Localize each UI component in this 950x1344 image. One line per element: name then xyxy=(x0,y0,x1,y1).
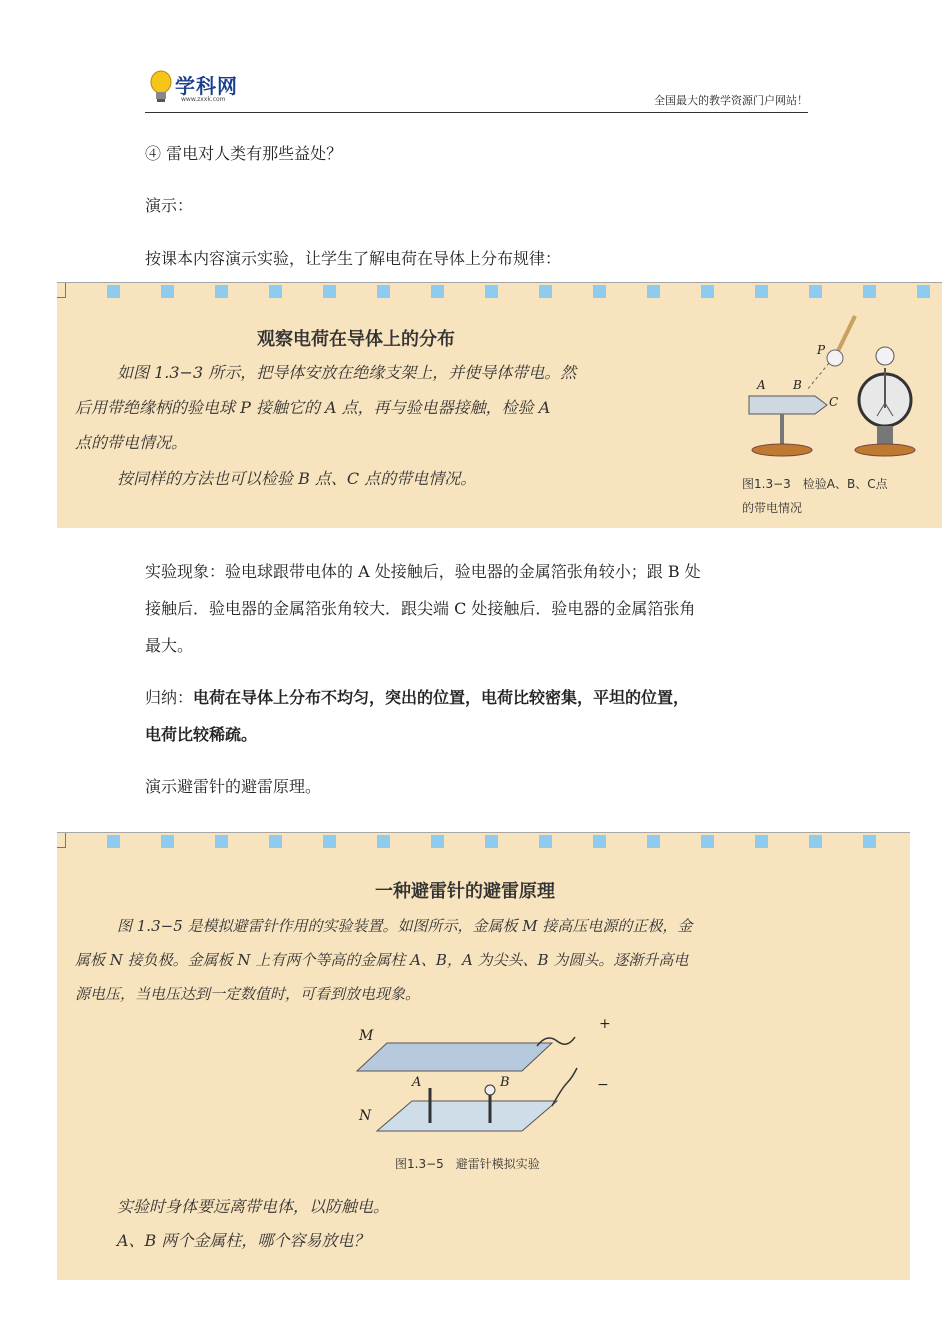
logo-url: www.zxxk.com xyxy=(181,96,226,103)
figure-1-3-3-diagram xyxy=(737,308,937,478)
phenomenon-line-1: 实验现象：验电球跟带电体的 A 处接触后，验电器的金属箔张角较小；跟 B 处 xyxy=(145,562,701,581)
box1-line-3: 点的带电情况。 xyxy=(75,433,188,452)
fig2-label-b: B xyxy=(500,1075,510,1090)
header-slogan: 全国最大的教学资源门户网站！ xyxy=(654,94,808,107)
box2-title: 一种避雷针的避雷原理 xyxy=(375,881,555,902)
fig2-label-a: A xyxy=(412,1075,422,1090)
fig1-label-p: P xyxy=(817,343,826,357)
dot-border xyxy=(57,835,910,849)
summary-label: 归纳： xyxy=(145,688,194,707)
lightning-demo: 演示避雷针的避雷原理。 xyxy=(145,777,322,796)
box2-bottom-line-2: A、B 两个金属柱，哪个容易放电？ xyxy=(117,1231,370,1250)
box1-title: 观察电荷在导体上的分布 xyxy=(257,329,455,350)
box1-line-1: 如图 1.3−3 所示，把导体安放在绝缘支架上，并使导体带电。然 xyxy=(117,363,577,382)
fig1-label-a: A xyxy=(757,378,766,392)
demo-intro: 按课本内容演示实验，让学生了解电荷在导体上分布规律： xyxy=(145,249,562,268)
box2-bottom-line-1: 实验时身体要远离带电体，以防触电。 xyxy=(117,1197,390,1216)
fig2-label-plus: + xyxy=(599,1016,611,1032)
experiment-box-charge-distribution xyxy=(57,282,942,528)
site-logo xyxy=(145,66,265,106)
dot-border xyxy=(57,285,942,299)
fig2-label-n: N xyxy=(359,1108,372,1124)
summary-line-1 xyxy=(145,679,810,716)
box2-line-1: 图 1.3−5 是模拟避雷针作用的实验装置。如图所示，金属板 M 接高压电源的正极，金 xyxy=(117,917,693,935)
page-header xyxy=(145,62,808,113)
fig2-label-m: M xyxy=(359,1028,374,1044)
phenomenon-line-3: 最大。 xyxy=(145,636,194,655)
summary-text-1: 电荷在导体上分布不均匀，突出的位置，电荷比较密集，平坦的位置， xyxy=(193,688,690,707)
demo-label: 演示： xyxy=(145,196,194,215)
fig1-caption-line-1: 图1.3−3 检验A、B、C点 xyxy=(742,477,888,491)
fig2-caption: 图1.3−5 避雷针模拟实验 xyxy=(395,1157,540,1171)
experiment-box-lightning-rod xyxy=(57,832,910,1280)
box1-line-4: 按同样的方法也可以检验 B 点、C 点的带电情况。 xyxy=(117,469,477,488)
fig2-label-minus: − xyxy=(597,1077,609,1093)
summary-line-2 xyxy=(145,716,810,753)
summary-text-2: 电荷比较稀疏。 xyxy=(145,725,258,744)
logo-text: 学科网 xyxy=(175,74,238,98)
box2-line-3: 源电压，当电压达到一定数值时，可看到放电现象。 xyxy=(75,985,421,1003)
fig1-label-c: C xyxy=(829,395,839,409)
fig1-caption-line-2: 的带电情况 xyxy=(742,501,803,515)
phenomenon-line-2: 接触后．验电器的金属箔张角较大．跟尖端 C 处接触后．验电器的金属箔张角 xyxy=(145,599,696,618)
lightbulb-icon xyxy=(147,68,175,104)
fig1-label-b: B xyxy=(793,378,802,392)
box1-line-2: 后用带绝缘柄的验电球 P 接触它的 A 点，再与验电器接触，检验 A xyxy=(75,398,551,417)
box2-line-2: 属板 N 接负极。金属板 N 上有两个等高的金属柱 A、B，A 为尖头、B 为圆头。逐渐升高电 xyxy=(75,951,689,969)
question-4: ④ 雷电对人类有那些益处？ xyxy=(145,144,343,163)
figure-1-3-5-diagram xyxy=(347,1013,627,1153)
